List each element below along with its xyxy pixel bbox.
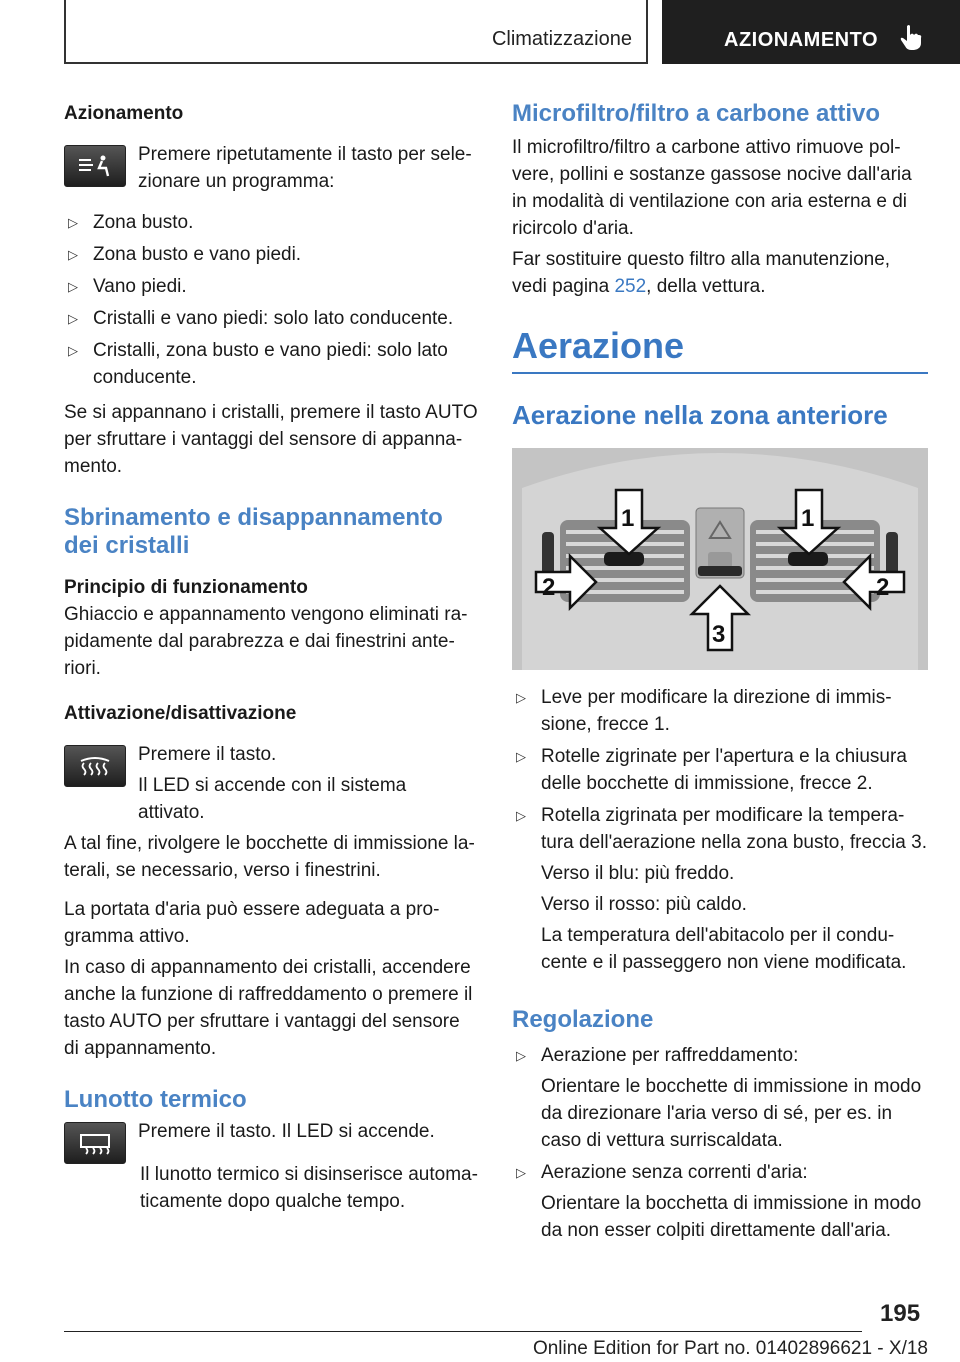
footer-rule: [64, 1331, 862, 1332]
lunotto-text: Il lunotto termico si disinserisce automaticamente dopo qualche tempo.: [140, 1164, 478, 1212]
microfiltro-title: Microfiltro/filtro a carbone attivo: [512, 100, 881, 127]
regolazione-title: Regolazione: [512, 1006, 654, 1033]
list-item: ▷ Aerazione per raffreddamento: Orientare le bocchette di immissione in modo da direzionare l'aria verso di sé, per es. in caso di vettura surriscaldata.: [512, 1042, 928, 1154]
rear-defrost-button-icon: [64, 1122, 126, 1164]
list-item: ▷ Zona busto e vano piedi.: [64, 241, 478, 268]
list-item: ▷ Rotelle zigrinate per l'apertura e la chiusura delle bocchette di immissione, frecce 2.: [512, 743, 928, 797]
page-number: 195: [880, 1300, 921, 1327]
header-section-box: [64, 0, 648, 64]
list-item: ▷ Vano piedi.: [64, 273, 478, 300]
section-rule: [512, 372, 928, 374]
list-item: ▷ Cristalli e vano piedi: solo lato conducente.: [64, 305, 478, 332]
azionamento-note: Se si appannano i cristalli, premere il tasto AUTO per sfruttare i vantaggi del sensore di appannamento.: [64, 402, 478, 477]
defrost-paragraph: A tal fine, rivolgere le bocchette di immissione laterali, se necessario, verso i finestrini.: [64, 833, 475, 881]
pointing-hand-icon: [900, 24, 924, 55]
list-subtext: Verso il blu: più freddo.: [541, 863, 735, 884]
microfiltro-text: Il microfiltro/filtro a carbone attivo rimuove polvere, pollini e sostanze gassose nocive dall'aria in modalità di ventilazione con aria esterna e di ricircolo d'aria.: [512, 137, 912, 239]
activation-heading: Attivazione/disattivazione: [64, 703, 297, 724]
right-column: [512, 100, 928, 1244]
chapter-tab-label: AZIONAMENTO: [724, 29, 879, 51]
chapter-tab[interactable]: [662, 0, 960, 64]
list-subtext: La temperatura dell'abitacolo per il conducente e il passeggero non viene modificata.: [541, 925, 907, 973]
microfiltro-text: Far sostituire questo filtro alla manutenzione, vedi pagina 252, della vettura.: [512, 249, 891, 297]
label-2-right: 2: [876, 574, 890, 601]
label-3: 3: [712, 621, 726, 648]
defrost-paragraph: In caso di appannamento dei cristalli, accendere anche la funzione di raffreddamento o premere il tasto AUTO per sfruttare i vantaggi del sensore di appannamento.: [64, 957, 473, 1059]
list-subtext: Orientare le bocchette di immissione in modo da direzionare l'aria verso di sé, per es. in caso di vettura surriscaldata.: [541, 1076, 922, 1151]
defrost-led-text: Il LED si accende con il sistema attivato.: [138, 775, 407, 823]
principle-text: Ghiaccio e appannamento vengono eliminati rapidamente dal parabrezza e dai finestrini anteriori.: [64, 604, 468, 679]
air-distribution-button-icon: [64, 145, 126, 187]
defrost-paragraph: La portata d'aria può essere adeguata a programma attivo.: [64, 899, 440, 947]
regolazione-list: [512, 1042, 928, 1244]
sbrinamento-title: Sbrinamento e disappannamento dei cristalli: [64, 504, 443, 559]
label-2-left: 2: [542, 574, 556, 601]
lunotto-title: Lunotto termico: [64, 1086, 247, 1113]
list-subtext: Verso il rosso: più caldo.: [541, 894, 747, 915]
azionamento-text: Premere ripetutamente il tasto per selezionare un programma:: [138, 144, 472, 192]
list-item: ▷ Rotella zigrinata per modificare la temperatura dell'aerazione nella zona busto, freccia 3. Verso il blu: più freddo. Verso il rosso: più caldo. La temperatura dell'abitacolo per il conducente e il passeggero non viene modificata.: [512, 802, 928, 976]
list-item: ▷ Zona busto.: [64, 209, 478, 236]
list-item: ▷ Leve per modificare la direzione di immissione, frecce 1.: [512, 684, 928, 738]
label-1-left: 1: [621, 505, 635, 532]
footer-edition: Online Edition for Part no. 01402896621 - X/18: [532, 1338, 928, 1359]
list-item: ▷ Cristalli, zona busto e vano piedi: solo lato conducente.: [64, 337, 478, 391]
azionamento-heading: Azionamento: [64, 103, 184, 124]
list-item: ▷ Aerazione senza correnti d'aria: Orientare la bocchetta di immissione in modo da non esser colpiti direttamente dall'aria.: [512, 1159, 928, 1244]
defrost-press-text: Premere il tasto.: [138, 744, 277, 765]
vents-illustration: [512, 448, 928, 670]
programs-list: [64, 209, 478, 391]
label-1-right: 1: [801, 505, 815, 532]
aerazione-subtitle: Aerazione nella zona anteriore: [512, 400, 888, 430]
principle-heading: Principio di funzionamento: [64, 577, 308, 598]
page-link[interactable]: 252: [614, 276, 647, 297]
list-subtext: Orientare la bocchetta di immissione in modo da non esser colpiti direttamente dall'aria.: [541, 1193, 922, 1241]
lunotto-text: Premere il tasto. Il LED si accende.: [138, 1121, 435, 1142]
left-column: [64, 100, 478, 1215]
front-defrost-button-icon: [64, 745, 126, 787]
aerazione-list: [512, 684, 928, 976]
section-title: Climatizzazione: [491, 28, 632, 50]
aerazione-title: Aerazione: [512, 325, 685, 366]
